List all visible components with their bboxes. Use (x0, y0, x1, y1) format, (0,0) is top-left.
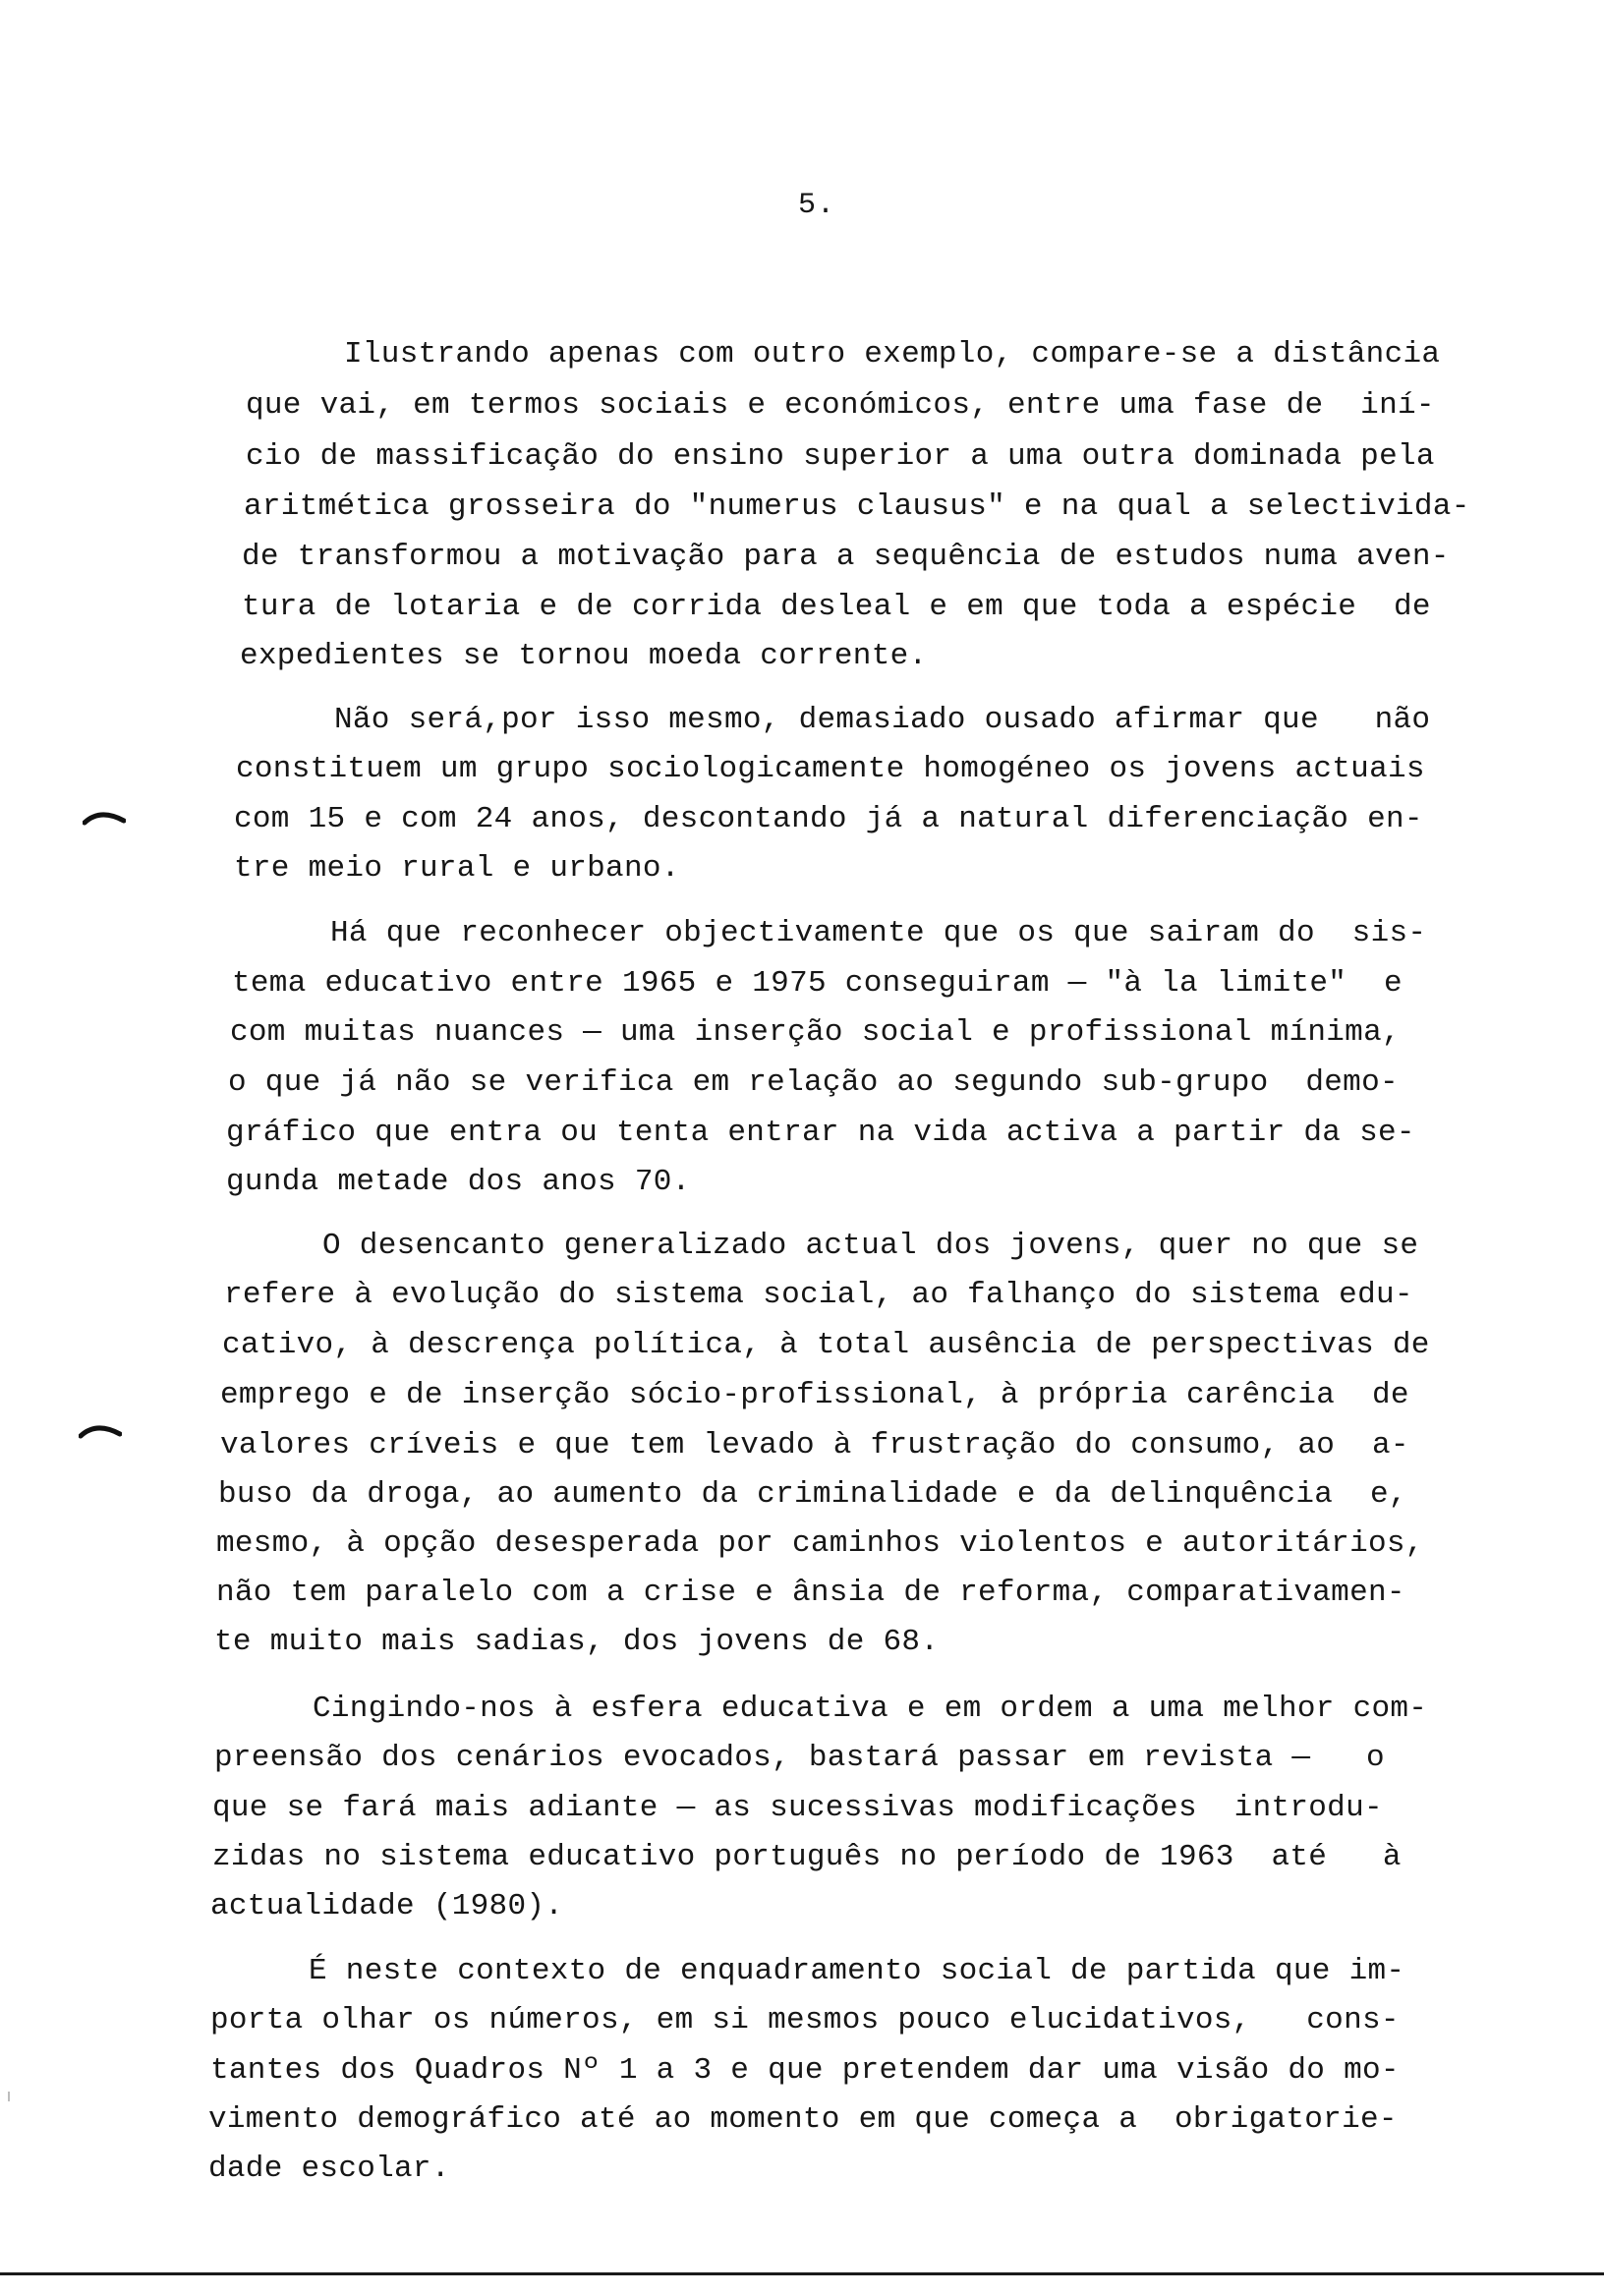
text-line: expedientes se tornou moeda corrente. (240, 639, 928, 673)
text-line: gunda metade dos anos 70. (226, 1165, 691, 1199)
margin-mark (83, 808, 126, 826)
text-line: te muito mais sadias, dos jovens de 68. (214, 1625, 940, 1659)
text-line: buso da droga, ao aumento da criminalidade e da delinquência e, (218, 1477, 1407, 1512)
text-line: com 15 e com 24 anos, descontando já a natural diferenciação en- (234, 802, 1423, 836)
text-line: tema educativo entre 1965 e 1975 conseguiram — "à la limite" e (232, 966, 1403, 1001)
page-number: 5. (798, 189, 836, 222)
text-line: Há que reconhecer objectivamente que os que sairam do sis- (330, 916, 1427, 950)
text-line: Cingindo-nos à esfera educativa e em ordem a uma melhor com- (313, 1692, 1428, 1726)
text-line: com muitas nuances — uma inserção social e profissional mínima, (230, 1015, 1401, 1050)
text-line: mesmo, à opção desesperada por caminhos violentos e autoritários, (216, 1526, 1424, 1561)
margin-mark (79, 1421, 122, 1439)
text-line: cio de massificação do ensino superior a uma outra dominada pela (246, 439, 1435, 474)
text-line: dade escolar. (208, 2152, 450, 2186)
text-line: refere à evolução do sistema social, ao falhanço do sistema edu- (224, 1278, 1413, 1312)
text-line: o que já não se verifica em relação ao segundo sub-grupo demo- (228, 1065, 1399, 1100)
text-line: aritmética grosseira do "numerus clausus" e na qual a selectivida- (244, 489, 1470, 524)
text-line: Ilustrando apenas com outro exemplo, compare-se a distância (344, 337, 1441, 372)
text-line: emprego e de inserção sócio-profissional, à própria carência de (220, 1378, 1409, 1412)
text-line: O desencanto generalizado actual dos jovens, quer no que se (322, 1229, 1419, 1263)
text-line: valores críveis e que tem levado à frustração do consumo, ao a- (220, 1428, 1409, 1463)
text-line: Não será,por isso mesmo, demasiado ousado afirmar que não (334, 703, 1431, 737)
text-line: que se fará mais adiante — as sucessivas modificações introdu- (212, 1791, 1383, 1825)
text-line: vimento demográfico até ao momento em que começa a obrigatorie- (208, 2102, 1398, 2137)
text-line: que vai, em termos sociais e económicos, entre uma fase de iní- (246, 388, 1435, 423)
text-line: de transformou a motivação para a sequência de estudos numa aven- (242, 540, 1450, 574)
scan-speck (8, 2092, 10, 2101)
text-line: tura de lotaria e de corrida desleal e em que toda a espécie de (242, 590, 1431, 624)
text-line: cativo, à descrença política, à total ausência de perspectivas de (222, 1328, 1430, 1362)
text-line: tantes dos Quadros Nº 1 a 3 e que pretendem dar uma visão do mo- (210, 2053, 1400, 2088)
text-line: actualidade (1980). (210, 1889, 564, 1923)
text-line: porta olhar os números, em si mesmos pouco elucidativos, cons- (210, 2003, 1400, 2038)
bottom-rule (0, 2272, 1604, 2275)
text-line: gráfico que entra ou tenta entrar na vida activa a partir da se- (226, 1116, 1415, 1150)
text-line: zidas no sistema educativo português no período de 1963 até à (212, 1840, 1402, 1874)
text-line: constituem um grupo sociologicamente homogéneo os jovens actuais (236, 752, 1425, 786)
text-line: tre meio rural e urbano. (234, 851, 680, 886)
text-line: preensão dos cenários evocados, bastará passar em revista — o (214, 1741, 1385, 1775)
text-line: não tem paralelo com a crise e ânsia de reforma, comparativamen- (216, 1576, 1405, 1610)
text-line: É neste contexto de enquadramento social de partida que im- (309, 1954, 1405, 1988)
